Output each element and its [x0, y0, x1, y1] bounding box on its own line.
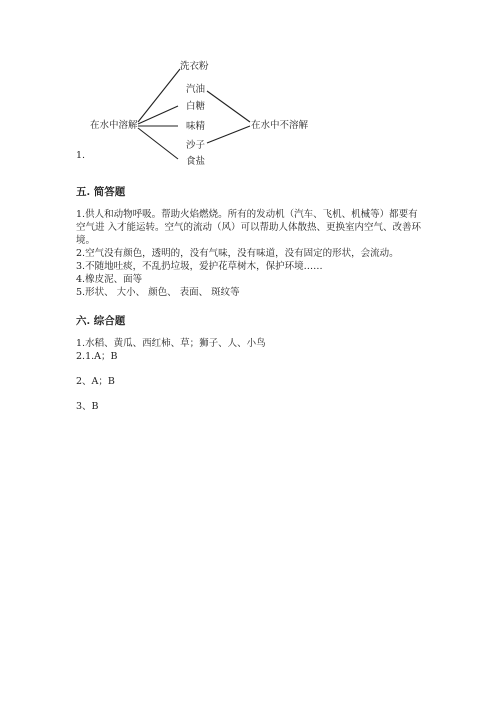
short-answer-3: 3.不随地吐痰，不乱扔垃圾，爱护花草树木，保护环境…… [76, 261, 323, 272]
comprehensive-answer-1: 1.水稻、黄瓜、西红柿、草；狮子、人、小鸟 [76, 338, 266, 349]
line-to-gasoline [207, 91, 250, 122]
short-answer-2: 2.空气没有颜色，透明的，没有气味，没有味道，没有固定的形状，会流动。 [76, 248, 399, 259]
short-answer-4: 4.橡皮泥、面等 [76, 274, 143, 285]
item-salt: 食盐 [186, 156, 206, 167]
comprehensive-answer-2: 2、A；B [76, 376, 115, 387]
comprehensive-answer-2-1: 2.1.A；B [76, 351, 118, 362]
item-sugar: 白糖 [186, 101, 206, 112]
section-title-short-answer: 五. 简答题 [76, 186, 126, 198]
item-gasoline: 汽油 [186, 84, 206, 95]
label-not-dissolves: 在水中不溶解 [251, 120, 309, 131]
label-dissolves: 在水中溶解 [90, 120, 138, 131]
line-to-salt [138, 128, 178, 159]
section-title-comprehensive: 六. 综合题 [76, 315, 126, 327]
matching-diagram [70, 55, 330, 175]
short-answer-1: 1.供人和动物呼吸。帮助火焰燃烧。所有的发动机（汽车、飞机、机械等）都要有空气进 入才能运转。空气的流动（风）可以帮助人体散热、更换室内空气、改善环境。 [76, 209, 422, 246]
item-detergent: 洗衣粉 [180, 61, 209, 72]
item-msg: 味精 [186, 121, 206, 132]
short-answer-5: 5.形状、 大小、 颜色、 表面、 斑纹等 [76, 287, 240, 298]
item-sand: 沙子 [186, 140, 206, 151]
question-number: 1. [76, 150, 86, 161]
line-to-sand [207, 126, 250, 143]
comprehensive-answer-3: 3、B [76, 401, 99, 412]
